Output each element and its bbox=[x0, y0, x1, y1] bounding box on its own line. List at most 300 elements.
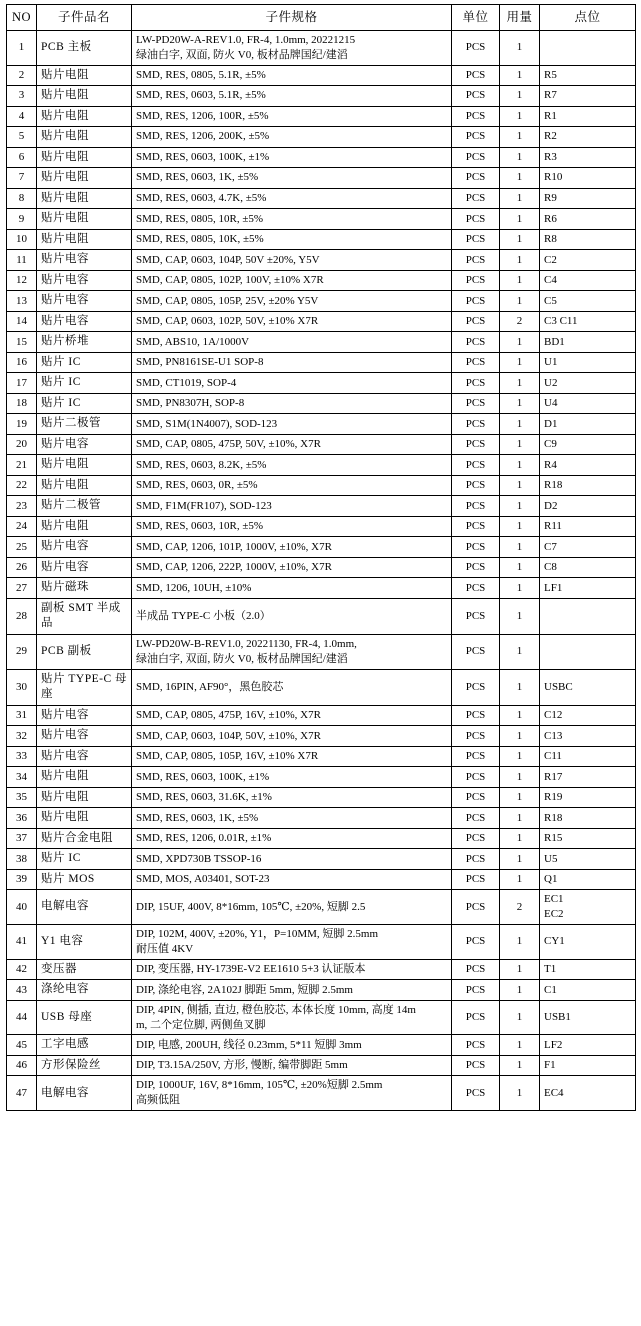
table-row bbox=[7, 808, 636, 829]
cell-qty: 1 bbox=[500, 746, 540, 767]
spec-line: SMD, 1206, 10UH, ±10% bbox=[136, 581, 252, 594]
spec-line: 绿油白字, 双面, 防火 V0, 板材品牌国纪/建滔 bbox=[136, 652, 348, 665]
table-row bbox=[7, 980, 636, 1001]
cell-unit: PCS bbox=[452, 311, 500, 332]
cell-name: PCB 副板 bbox=[37, 635, 132, 670]
spec-line: SMD, CAP, 0805, 105P, 25V, ±20% Y5V bbox=[136, 294, 319, 307]
table-row bbox=[7, 475, 636, 496]
cell-unit: PCS bbox=[452, 434, 500, 455]
ref-line: R1 bbox=[544, 109, 557, 122]
cell-qty: 1 bbox=[500, 849, 540, 870]
cell-name: 贴片 TYPE-C 母座 bbox=[37, 669, 132, 705]
column-header-no: NO bbox=[7, 5, 37, 31]
cell-name: 贴片电容 bbox=[37, 434, 132, 455]
table-row bbox=[7, 537, 636, 558]
table-row bbox=[7, 578, 636, 599]
cell-qty: 1 bbox=[500, 635, 540, 670]
cell-no: 13 bbox=[7, 291, 37, 312]
cell-no: 27 bbox=[7, 578, 37, 599]
cell-name: 贴片电阻 bbox=[37, 86, 132, 107]
table-row bbox=[7, 434, 636, 455]
cell-no: 41 bbox=[7, 925, 37, 960]
cell-ref bbox=[540, 352, 636, 373]
cell-ref bbox=[540, 311, 636, 332]
cell-no: 21 bbox=[7, 455, 37, 476]
column-header-qty: 用量 bbox=[500, 5, 540, 31]
spec-line: 耐压值 4KV bbox=[136, 942, 194, 955]
cell-qty: 1 bbox=[500, 959, 540, 980]
cell-ref bbox=[540, 598, 636, 634]
ref-line: U4 bbox=[544, 397, 558, 410]
cell-unit: PCS bbox=[452, 352, 500, 373]
cell-spec bbox=[132, 270, 452, 291]
cell-ref bbox=[540, 1035, 636, 1056]
spec-line: SMD, CAP, 0805, 475P, 16V, ±10%, X7R bbox=[136, 709, 321, 722]
spec-line: SMD, S1M(1N4007), SOD-123 bbox=[136, 417, 278, 430]
cell-spec bbox=[132, 959, 452, 980]
ref-line: R5 bbox=[544, 68, 557, 81]
table-row bbox=[7, 869, 636, 890]
cell-unit: PCS bbox=[452, 808, 500, 829]
spec-line: SMD, CAP, 1206, 222P, 1000V, ±10%, X7R bbox=[136, 561, 332, 574]
ref-line: BD1 bbox=[544, 335, 565, 348]
spec-line: SMD, RES, 0603, 4.7K, ±5% bbox=[136, 191, 267, 204]
cell-no: 17 bbox=[7, 373, 37, 394]
cell-spec bbox=[132, 516, 452, 537]
cell-unit: PCS bbox=[452, 959, 500, 980]
cell-qty: 1 bbox=[500, 188, 540, 209]
cell-spec bbox=[132, 332, 452, 353]
spec-line: SMD, ABS10, 1A/1000V bbox=[136, 335, 250, 348]
cell-qty: 1 bbox=[500, 250, 540, 271]
cell-unit: PCS bbox=[452, 767, 500, 788]
cell-unit: PCS bbox=[452, 393, 500, 414]
table-row bbox=[7, 332, 636, 353]
cell-spec bbox=[132, 1000, 452, 1035]
cell-ref bbox=[540, 229, 636, 250]
cell-unit: PCS bbox=[452, 1055, 500, 1076]
cell-qty: 1 bbox=[500, 30, 540, 65]
cell-qty: 1 bbox=[500, 434, 540, 455]
ref-line: F1 bbox=[544, 1059, 556, 1072]
cell-unit: PCS bbox=[452, 229, 500, 250]
spec-line: SMD, PN8307H, SOP-8 bbox=[136, 397, 245, 410]
spec-line: DIP, 1000UF, 16V, 8*16mm, 105℃, ±20%短脚 2.5mm bbox=[136, 1079, 383, 1092]
cell-no: 33 bbox=[7, 746, 37, 767]
cell-unit: PCS bbox=[452, 537, 500, 558]
cell-unit: PCS bbox=[452, 1000, 500, 1035]
spec-line: SMD, CAP, 0603, 102P, 50V, ±10% X7R bbox=[136, 315, 319, 328]
table-row bbox=[7, 414, 636, 435]
spec-line: SMD, RES, 1206, 100R, ±5% bbox=[136, 109, 269, 122]
ref-line: USB1 bbox=[544, 1011, 571, 1024]
spec-line: SMD, RES, 1206, 0.01R, ±1% bbox=[136, 832, 272, 845]
cell-spec bbox=[132, 250, 452, 271]
cell-no: 36 bbox=[7, 808, 37, 829]
ref-line: R19 bbox=[544, 791, 563, 804]
table-row bbox=[7, 1035, 636, 1056]
cell-no: 10 bbox=[7, 229, 37, 250]
ref-line: C5 bbox=[544, 294, 557, 307]
ref-line: R15 bbox=[544, 832, 563, 845]
cell-unit: PCS bbox=[452, 557, 500, 578]
cell-qty: 1 bbox=[500, 1076, 540, 1111]
cell-name: 贴片电阻 bbox=[37, 106, 132, 127]
cell-name: 贴片电容 bbox=[37, 705, 132, 726]
cell-qty: 1 bbox=[500, 393, 540, 414]
cell-ref bbox=[540, 250, 636, 271]
cell-ref bbox=[540, 516, 636, 537]
cell-qty: 1 bbox=[500, 869, 540, 890]
table-row bbox=[7, 270, 636, 291]
table-row bbox=[7, 849, 636, 870]
cell-qty: 1 bbox=[500, 925, 540, 960]
cell-ref bbox=[540, 808, 636, 829]
spec-line: SMD, RES, 0603, 100K, ±1% bbox=[136, 150, 270, 163]
cell-unit: PCS bbox=[452, 168, 500, 189]
ref-line: C13 bbox=[544, 729, 563, 742]
cell-ref bbox=[540, 496, 636, 517]
ref-line: R9 bbox=[544, 191, 557, 204]
ref-line: R10 bbox=[544, 171, 563, 184]
cell-spec bbox=[132, 65, 452, 86]
cell-name: 贴片电阻 bbox=[37, 127, 132, 148]
cell-qty: 1 bbox=[500, 808, 540, 829]
cell-qty: 1 bbox=[500, 106, 540, 127]
cell-name: 贴片二极管 bbox=[37, 414, 132, 435]
cell-qty: 1 bbox=[500, 86, 540, 107]
ref-line: LF1 bbox=[544, 581, 563, 594]
cell-name: 贴片电阻 bbox=[37, 65, 132, 86]
ref-line: D2 bbox=[544, 499, 558, 512]
cell-name: 贴片电阻 bbox=[37, 147, 132, 168]
cell-qty: 1 bbox=[500, 332, 540, 353]
cell-qty: 1 bbox=[500, 352, 540, 373]
table-header bbox=[7, 5, 636, 31]
spec-line: DIP, 4PIN, 侧插, 直边, 橙色胶芯, 本体长度 10mm, 高度 14m bbox=[136, 1003, 416, 1016]
cell-qty: 1 bbox=[500, 414, 540, 435]
spec-line: SMD, RES, 0805, 5.1R, ±5% bbox=[136, 68, 266, 81]
cell-qty: 2 bbox=[500, 311, 540, 332]
cell-name: 贴片 IC bbox=[37, 373, 132, 394]
cell-name: 贴片电容 bbox=[37, 250, 132, 271]
cell-unit: PCS bbox=[452, 598, 500, 634]
cell-spec bbox=[132, 147, 452, 168]
cell-unit: PCS bbox=[452, 787, 500, 808]
spec-line: SMD, MOS, A03401, SOT-23 bbox=[136, 873, 270, 886]
cell-qty: 1 bbox=[500, 475, 540, 496]
cell-ref bbox=[540, 767, 636, 788]
cell-ref bbox=[540, 434, 636, 455]
cell-no: 20 bbox=[7, 434, 37, 455]
spec-line: SMD, RES, 0603, 1K, ±5% bbox=[136, 811, 259, 824]
cell-name: 贴片电阻 bbox=[37, 229, 132, 250]
cell-name: 贴片合金电阻 bbox=[37, 828, 132, 849]
cell-name: 工字电感 bbox=[37, 1035, 132, 1056]
cell-name: 贴片 IC bbox=[37, 352, 132, 373]
cell-unit: PCS bbox=[452, 291, 500, 312]
cell-no: 22 bbox=[7, 475, 37, 496]
ref-line: C3 C11 bbox=[544, 315, 578, 328]
cell-spec bbox=[132, 291, 452, 312]
ref-line: EC2 bbox=[544, 908, 564, 921]
table-row bbox=[7, 767, 636, 788]
cell-no: 42 bbox=[7, 959, 37, 980]
cell-unit: PCS bbox=[452, 890, 500, 925]
cell-name: 贴片磁珠 bbox=[37, 578, 132, 599]
cell-name: 贴片电阻 bbox=[37, 808, 132, 829]
spec-line: 高频低阻 bbox=[136, 1094, 180, 1107]
cell-spec bbox=[132, 828, 452, 849]
table-row bbox=[7, 1055, 636, 1076]
cell-qty: 1 bbox=[500, 1055, 540, 1076]
cell-spec bbox=[132, 598, 452, 634]
cell-qty: 1 bbox=[500, 127, 540, 148]
cell-ref bbox=[540, 30, 636, 65]
spec-line: SMD, RES, 0603, 0R, ±5% bbox=[136, 479, 258, 492]
cell-spec bbox=[132, 557, 452, 578]
cell-unit: PCS bbox=[452, 250, 500, 271]
ref-line: C12 bbox=[544, 709, 563, 722]
cell-spec bbox=[132, 106, 452, 127]
cell-qty: 1 bbox=[500, 1035, 540, 1056]
cell-qty: 1 bbox=[500, 980, 540, 1001]
cell-spec bbox=[132, 496, 452, 517]
cell-no: 4 bbox=[7, 106, 37, 127]
ref-line: R8 bbox=[544, 233, 557, 246]
table-row bbox=[7, 30, 636, 65]
cell-no: 1 bbox=[7, 30, 37, 65]
cell-name: 贴片 IC bbox=[37, 849, 132, 870]
cell-no: 19 bbox=[7, 414, 37, 435]
cell-unit: PCS bbox=[452, 980, 500, 1001]
cell-unit: PCS bbox=[452, 869, 500, 890]
ref-line: R18 bbox=[544, 479, 563, 492]
cell-name: USB 母座 bbox=[37, 1000, 132, 1035]
spec-line: DIP, 15UF, 400V, 8*16mm, 105℃, ±20%, 短脚 2.5 bbox=[136, 900, 366, 913]
cell-name: 贴片电阻 bbox=[37, 455, 132, 476]
cell-unit: PCS bbox=[452, 705, 500, 726]
table-row bbox=[7, 828, 636, 849]
table-row bbox=[7, 393, 636, 414]
cell-ref bbox=[540, 980, 636, 1001]
table-row bbox=[7, 787, 636, 808]
cell-unit: PCS bbox=[452, 188, 500, 209]
cell-unit: PCS bbox=[452, 373, 500, 394]
cell-spec bbox=[132, 767, 452, 788]
spec-line: SMD, RES, 0805, 10K, ±5% bbox=[136, 233, 264, 246]
cell-ref bbox=[540, 746, 636, 767]
cell-no: 38 bbox=[7, 849, 37, 870]
ref-line: R7 bbox=[544, 89, 557, 102]
ref-line: U2 bbox=[544, 376, 558, 389]
table-row bbox=[7, 291, 636, 312]
cell-ref bbox=[540, 1000, 636, 1035]
cell-unit: PCS bbox=[452, 669, 500, 705]
cell-unit: PCS bbox=[452, 270, 500, 291]
table-row bbox=[7, 925, 636, 960]
spec-line: SMD, RES, 0603, 1K, ±5% bbox=[136, 171, 259, 184]
cell-name: 贴片电阻 bbox=[37, 787, 132, 808]
spec-line: SMD, CAP, 0603, 104P, 50V, ±10%, X7R bbox=[136, 729, 321, 742]
cell-no: 45 bbox=[7, 1035, 37, 1056]
ref-line: R6 bbox=[544, 212, 557, 225]
cell-qty: 1 bbox=[500, 516, 540, 537]
spec-line: SMD, CT1019, SOP-4 bbox=[136, 376, 237, 389]
cell-spec bbox=[132, 890, 452, 925]
cell-no: 12 bbox=[7, 270, 37, 291]
cell-no: 32 bbox=[7, 726, 37, 747]
cell-qty: 1 bbox=[500, 726, 540, 747]
cell-spec bbox=[132, 168, 452, 189]
cell-spec bbox=[132, 849, 452, 870]
cell-ref bbox=[540, 890, 636, 925]
cell-qty: 1 bbox=[500, 168, 540, 189]
table-row bbox=[7, 635, 636, 670]
ref-line: C8 bbox=[544, 561, 557, 574]
ref-line: R2 bbox=[544, 130, 557, 143]
cell-name: 贴片电容 bbox=[37, 311, 132, 332]
cell-no: 37 bbox=[7, 828, 37, 849]
cell-qty: 1 bbox=[500, 291, 540, 312]
cell-no: 16 bbox=[7, 352, 37, 373]
bom-table bbox=[6, 4, 636, 1111]
cell-qty: 1 bbox=[500, 598, 540, 634]
cell-ref bbox=[540, 475, 636, 496]
table-row bbox=[7, 147, 636, 168]
cell-no: 40 bbox=[7, 890, 37, 925]
spec-line: LW-PD20W-A-REV1.0, FR-4, 1.0mm, 20221215 bbox=[136, 33, 356, 46]
cell-qty: 1 bbox=[500, 270, 540, 291]
cell-ref bbox=[540, 332, 636, 353]
cell-name: 贴片桥堆 bbox=[37, 332, 132, 353]
cell-name: 方形保险丝 bbox=[37, 1055, 132, 1076]
ref-line: C1 bbox=[544, 983, 557, 996]
cell-no: 3 bbox=[7, 86, 37, 107]
ref-line: C9 bbox=[544, 438, 557, 451]
cell-ref bbox=[540, 787, 636, 808]
cell-unit: PCS bbox=[452, 475, 500, 496]
cell-spec bbox=[132, 229, 452, 250]
spec-line: SMD, XPD730B TSSOP-16 bbox=[136, 852, 262, 865]
cell-spec bbox=[132, 455, 452, 476]
cell-spec bbox=[132, 30, 452, 65]
cell-name: 涤纶电容 bbox=[37, 980, 132, 1001]
cell-ref bbox=[540, 393, 636, 414]
cell-qty: 1 bbox=[500, 373, 540, 394]
spec-line: SMD, RES, 0603, 10R, ±5% bbox=[136, 520, 264, 533]
cell-no: 24 bbox=[7, 516, 37, 537]
cell-spec bbox=[132, 1055, 452, 1076]
spec-line: LW-PD20W-B-REV1.0, 20221130, FR-4, 1.0mm, bbox=[136, 638, 357, 650]
cell-unit: PCS bbox=[452, 414, 500, 435]
cell-qty: 1 bbox=[500, 455, 540, 476]
cell-ref bbox=[540, 291, 636, 312]
cell-unit: PCS bbox=[452, 496, 500, 517]
cell-spec bbox=[132, 726, 452, 747]
cell-qty: 1 bbox=[500, 828, 540, 849]
ref-line: T1 bbox=[544, 963, 557, 976]
ref-line: C7 bbox=[544, 540, 557, 553]
table-row bbox=[7, 516, 636, 537]
cell-name: 贴片电阻 bbox=[37, 209, 132, 230]
cell-unit: PCS bbox=[452, 1035, 500, 1056]
ref-line: R4 bbox=[544, 458, 557, 471]
ref-line: EC4 bbox=[544, 1086, 564, 1099]
cell-unit: PCS bbox=[452, 332, 500, 353]
table-row bbox=[7, 106, 636, 127]
table-row bbox=[7, 86, 636, 107]
cell-ref bbox=[540, 726, 636, 747]
cell-no: 7 bbox=[7, 168, 37, 189]
table-body bbox=[7, 30, 636, 1110]
cell-spec bbox=[132, 311, 452, 332]
cell-ref bbox=[540, 1055, 636, 1076]
ref-line: U1 bbox=[544, 356, 558, 369]
table-row bbox=[7, 890, 636, 925]
cell-qty: 1 bbox=[500, 767, 540, 788]
table-row bbox=[7, 1076, 636, 1111]
ref-line: CY1 bbox=[544, 935, 565, 948]
cell-no: 31 bbox=[7, 705, 37, 726]
cell-no: 46 bbox=[7, 1055, 37, 1076]
cell-ref bbox=[540, 270, 636, 291]
spec-line: SMD, RES, 0603, 5.1R, ±5% bbox=[136, 89, 266, 102]
table-row bbox=[7, 726, 636, 747]
cell-ref bbox=[540, 849, 636, 870]
cell-name: 贴片电容 bbox=[37, 557, 132, 578]
column-header-spec: 子件规格 bbox=[132, 5, 452, 31]
cell-spec bbox=[132, 869, 452, 890]
cell-ref bbox=[540, 209, 636, 230]
column-header-ref: 点位 bbox=[540, 5, 636, 31]
spec-line: SMD, CAP, 1206, 101P, 1000V, ±10%, X7R bbox=[136, 540, 332, 553]
table-row bbox=[7, 373, 636, 394]
spec-line: SMD, RES, 0603, 100K, ±1% bbox=[136, 770, 270, 783]
ref-line: U5 bbox=[544, 852, 558, 865]
cell-ref bbox=[540, 705, 636, 726]
cell-name: 贴片电阻 bbox=[37, 516, 132, 537]
ref-line: LF2 bbox=[544, 1038, 563, 1051]
cell-ref bbox=[540, 578, 636, 599]
cell-name: 贴片电阻 bbox=[37, 168, 132, 189]
cell-ref bbox=[540, 106, 636, 127]
cell-no: 5 bbox=[7, 127, 37, 148]
spec-line: SMD, CAP, 0603, 104P, 50V ±20%, Y5V bbox=[136, 253, 320, 266]
table-row bbox=[7, 209, 636, 230]
cell-unit: PCS bbox=[452, 1076, 500, 1111]
cell-qty: 1 bbox=[500, 705, 540, 726]
cell-unit: PCS bbox=[452, 578, 500, 599]
cell-name: 贴片电容 bbox=[37, 726, 132, 747]
cell-unit: PCS bbox=[452, 30, 500, 65]
table-row bbox=[7, 557, 636, 578]
cell-unit: PCS bbox=[452, 106, 500, 127]
cell-spec bbox=[132, 808, 452, 829]
cell-name: 贴片电容 bbox=[37, 270, 132, 291]
cell-qty: 1 bbox=[500, 65, 540, 86]
cell-no: 26 bbox=[7, 557, 37, 578]
cell-spec bbox=[132, 188, 452, 209]
cell-spec bbox=[132, 127, 452, 148]
spec-line: SMD, F1M(FR107), SOD-123 bbox=[136, 499, 272, 512]
cell-ref bbox=[540, 537, 636, 558]
cell-spec bbox=[132, 475, 452, 496]
table-row bbox=[7, 959, 636, 980]
cell-spec bbox=[132, 925, 452, 960]
spec-line: SMD, CAP, 0805, 475P, 50V, ±10%, X7R bbox=[136, 438, 321, 451]
cell-spec bbox=[132, 1076, 452, 1111]
